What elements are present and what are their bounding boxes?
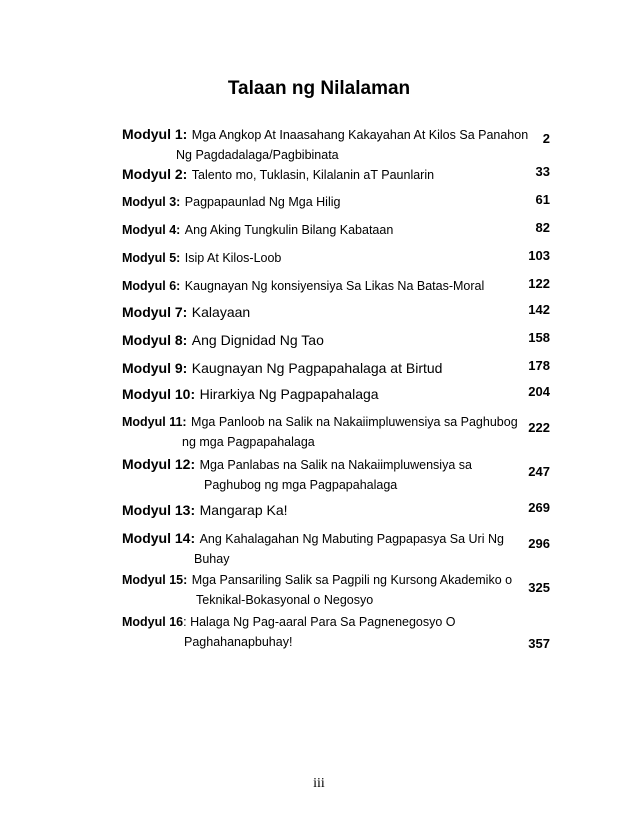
module-label: Modyul 13:: [122, 502, 196, 518]
page-number: 122: [528, 276, 550, 291]
toc-entry-modyul-15[interactable]: [122, 570, 550, 610]
toc-entry-modyul-5[interactable]: [122, 248, 550, 268]
page-number: 178: [528, 358, 550, 373]
page-number: 82: [535, 220, 550, 235]
module-title: Mga Panlabas na Salik na Nakaiimpluwensiya sa: [199, 458, 472, 472]
module-title: Ang Aking Tungkulin Bilang Kabataan: [184, 223, 394, 237]
page-number: 222: [528, 420, 550, 435]
toc-entry-modyul-12[interactable]: [122, 454, 550, 495]
module-title: Kaugnayan Ng Pagpapahalaga at Birtud: [191, 360, 443, 376]
toc-entry-modyul-3[interactable]: [122, 192, 550, 212]
page-number: 61: [535, 192, 550, 207]
toc-entry-modyul-14[interactable]: [122, 528, 550, 569]
module-title: Kalayaan: [191, 304, 251, 320]
module-title-cont: Ng Pagdadalaga/Pagbibinata: [176, 148, 339, 162]
module-label: Modyul 11:: [122, 415, 187, 429]
module-title: : Halaga Ng Pag-aaral Para Sa Pagnenegosyo O: [183, 615, 456, 629]
page-number: 269: [528, 500, 550, 515]
toc-entry-modyul-4[interactable]: [122, 220, 550, 240]
page-number: 33: [535, 164, 550, 179]
page-number: 325: [528, 580, 550, 595]
toc-entry-modyul-6[interactable]: [122, 276, 550, 296]
page-number: 142: [528, 302, 550, 317]
toc-entry-modyul-1[interactable]: [122, 124, 550, 165]
module-label: Modyul 15:: [122, 573, 188, 587]
module-label: Modyul 8:: [122, 332, 188, 348]
module-title-cont: Buhay: [194, 552, 230, 566]
page-number: 2: [542, 131, 550, 146]
module-title: Talento mo, Tuklasin, Kilalanin aT Paunlarin: [191, 168, 435, 182]
module-label: Modyul 14:: [122, 530, 196, 546]
page-number: 247: [528, 464, 550, 479]
toc-entry-modyul-2[interactable]: [122, 164, 550, 185]
module-label: Modyul 2:: [122, 166, 188, 182]
module-label: Modyul 9:: [122, 360, 188, 376]
module-label: Modyul 7:: [122, 304, 188, 320]
module-title: Ang Kahalagahan Ng Mabuting Pagpapasya Sa Uri Ng: [199, 532, 504, 546]
page-number: 357: [528, 636, 550, 651]
module-title: Mga Pansariling Salik sa Pagpili ng Kursong Akademiko o: [191, 573, 513, 587]
module-label: Modyul 10:: [122, 386, 196, 402]
module-label: Modyul 1:: [122, 126, 188, 142]
module-title: Hirarkiya Ng Pagpapahalaga: [199, 386, 379, 402]
module-title: Mangarap Ka!: [199, 502, 288, 518]
module-title-cont: Paghahanapbuhay!: [184, 635, 293, 649]
module-label: Modyul 5:: [122, 251, 181, 265]
module-title: Kaugnayan Ng konsiyensiya Sa Likas Na Batas-Moral: [184, 279, 485, 293]
toc-entry-modyul-8[interactable]: [122, 330, 550, 351]
toc-entry-modyul-10[interactable]: [122, 384, 550, 405]
module-label: Modyul 4:: [122, 223, 181, 237]
module-label: Modyul 3:: [122, 195, 181, 209]
toc-entry-modyul-11[interactable]: [122, 412, 550, 452]
page-number: 103: [528, 248, 550, 263]
module-title: Mga Panloob na Salik na Nakaiimpluwensiya sa Paghubog: [191, 415, 518, 429]
module-label: Modyul 6:: [122, 279, 181, 293]
page-footer-number: iii: [313, 776, 325, 791]
module-title-cont: Paghubog ng mga Pagpapahalaga: [204, 478, 398, 492]
module-title-cont: Teknikal-Bokasyonal o Negosyo: [196, 593, 374, 607]
module-title-cont: ng mga Pagpapahalaga: [182, 435, 315, 449]
module-title: Mga Angkop At Inaasahang Kakayahan At Kilos Sa Panahon: [191, 128, 529, 142]
page-number: 296: [528, 536, 550, 551]
toc-entry-modyul-16[interactable]: [122, 612, 550, 652]
module-title: Pagpapaunlad Ng Mga Hilig: [184, 195, 341, 209]
module-label: Modyul 12:: [122, 456, 196, 472]
module-title: Ang Dignidad Ng Tao: [191, 332, 324, 348]
module-title: Isip At Kilos-Loob: [184, 251, 282, 265]
toc-entry-modyul-9[interactable]: [122, 358, 550, 379]
page-title: Talaan ng Nilalaman: [227, 78, 411, 99]
module-label: Modyul 16: [122, 615, 184, 629]
toc-entry-modyul-7[interactable]: [122, 302, 550, 323]
toc-entry-modyul-13[interactable]: [122, 500, 550, 521]
page-number: 158: [528, 330, 550, 345]
page-number: 204: [528, 384, 550, 399]
